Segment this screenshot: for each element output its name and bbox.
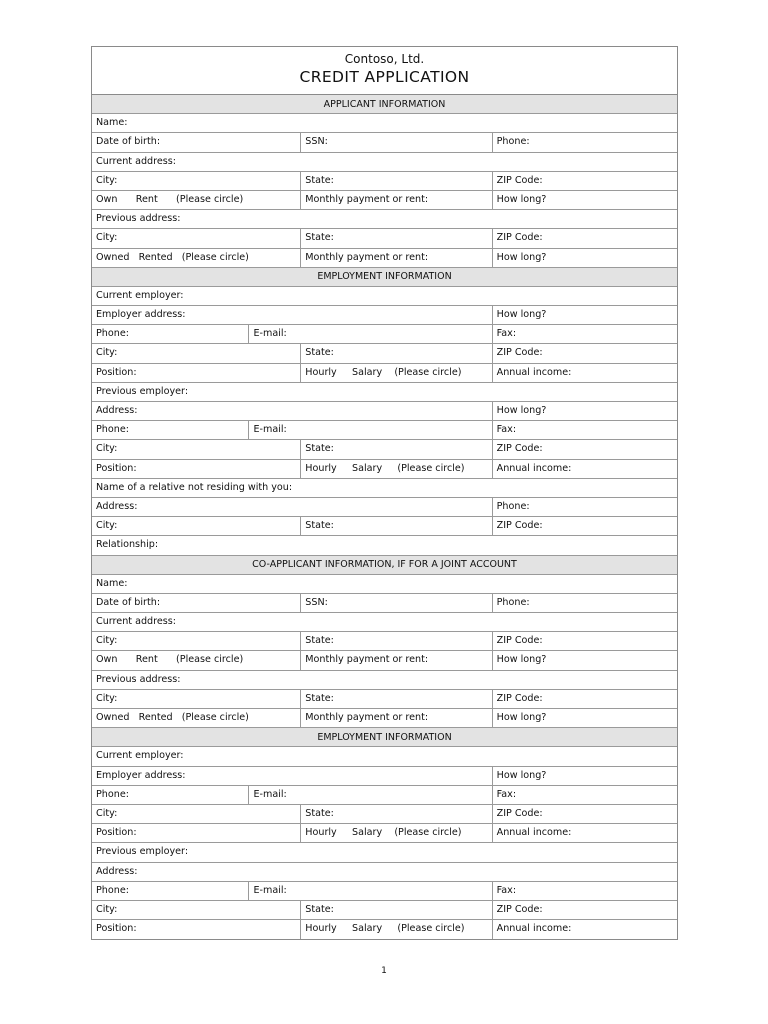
field-cell[interactable]: Phone: [492, 594, 677, 612]
field-cell[interactable]: State: [300, 805, 491, 823]
field-cell[interactable]: Annual income: [492, 824, 677, 842]
field-cell[interactable]: How long? [492, 402, 677, 420]
field-cell[interactable]: Previous employer: [96, 846, 189, 858]
form-title: CREDIT APPLICATION [299, 68, 470, 86]
form-row [92, 172, 677, 191]
form-row [92, 882, 677, 901]
field-cell[interactable]: Employer address: [96, 309, 186, 321]
field-cell[interactable]: Monthly payment or rent: [300, 191, 491, 209]
form-row [92, 824, 677, 843]
form-row [92, 613, 677, 632]
form-row [92, 690, 677, 709]
credit-application-form [91, 46, 678, 940]
form-row [92, 249, 677, 268]
field-cell[interactable]: Annual income: [492, 364, 677, 382]
field-cell[interactable]: State: [300, 344, 491, 362]
field-cell[interactable]: Position: [96, 366, 137, 378]
field-cell[interactable]: Name of a relative not residing with you: [96, 481, 293, 493]
form-row [92, 709, 677, 728]
field-cell[interactable]: How long? [492, 767, 677, 785]
field-cell[interactable]: How long? [492, 306, 677, 324]
field-cell[interactable]: Annual income: [492, 460, 677, 478]
field-cell[interactable]: Relationship: [96, 539, 159, 551]
form-row [92, 863, 677, 882]
form-row [92, 594, 677, 613]
field-cell[interactable]: ZIP Code: [492, 440, 677, 458]
form-row [92, 114, 677, 133]
form-row [92, 325, 677, 344]
form-row [92, 805, 677, 824]
section-header: EMPLOYMENT INFORMATION [92, 268, 677, 287]
field-cell[interactable]: State: [300, 690, 491, 708]
field-cell[interactable]: E-mail: [248, 421, 491, 439]
field-cell[interactable]: Date of birth: [96, 596, 161, 608]
field-cell[interactable]: Hourly Salary (Please circle) [300, 364, 491, 382]
field-cell[interactable]: Date of birth: [96, 136, 161, 148]
form-row [92, 901, 677, 920]
field-cell[interactable]: Current address: [96, 155, 177, 167]
field-cell[interactable]: ZIP Code: [492, 805, 677, 823]
field-cell[interactable]: E-mail: [248, 882, 491, 900]
field-cell[interactable]: Monthly payment or rent: [300, 249, 491, 267]
form-row [92, 229, 677, 248]
field-cell[interactable]: Address: [96, 405, 138, 416]
form-row [92, 767, 677, 786]
field-cell[interactable]: Position: [96, 923, 137, 935]
field-cell[interactable]: Fax: [492, 325, 677, 343]
field-cell[interactable]: SSN: [300, 594, 491, 612]
field-cell[interactable]: How long? [492, 651, 677, 669]
field-cell[interactable]: Address: [96, 865, 138, 877]
field-cell[interactable]: Phone: [96, 328, 129, 340]
field-cell[interactable]: Owned Rented (Please circle) [96, 251, 249, 263]
field-cell[interactable]: ZIP Code: [492, 344, 677, 362]
field-cell[interactable]: How long? [492, 249, 677, 267]
field-cell[interactable]: Monthly payment or rent: [300, 651, 491, 669]
page-number: 1 [381, 966, 387, 976]
form-row [92, 517, 677, 536]
form-header [92, 47, 677, 95]
field-cell[interactable]: City: [96, 807, 118, 819]
field-cell[interactable]: Position: [96, 462, 137, 474]
field-cell[interactable]: Own Rent (Please circle) [96, 654, 244, 666]
field-cell[interactable]: Previous employer: [96, 385, 189, 397]
field-cell[interactable]: Current employer: [96, 750, 184, 762]
form-row [92, 364, 677, 383]
field-cell[interactable]: How long? [492, 709, 677, 727]
field-cell[interactable]: Phone: [96, 788, 129, 800]
form-row [92, 843, 677, 862]
field-cell[interactable]: Phone: [96, 424, 129, 436]
field-cell[interactable]: Monthly payment or rent: [300, 709, 491, 727]
field-cell[interactable]: Name: [96, 117, 128, 129]
form-row [92, 498, 677, 517]
field-cell[interactable]: SSN: [300, 133, 491, 151]
field-cell[interactable]: Name: [96, 577, 128, 589]
form-row [92, 421, 677, 440]
form-row [92, 479, 677, 498]
field-cell[interactable]: ZIP Code: [492, 229, 677, 247]
field-cell[interactable]: City: [96, 174, 118, 186]
form-row [92, 651, 677, 670]
field-cell[interactable]: Hourly Salary (Please circle) [300, 920, 491, 939]
form-row [92, 191, 677, 210]
field-cell[interactable]: Previous address: [96, 673, 181, 685]
field-cell[interactable]: City: [96, 347, 118, 359]
form-row [92, 153, 677, 172]
form-row [92, 536, 677, 555]
field-cell[interactable]: Annual income: [492, 920, 677, 939]
field-cell[interactable]: City: [96, 635, 118, 647]
field-cell[interactable]: Phone: [96, 884, 129, 896]
field-cell[interactable]: City: [96, 903, 118, 915]
field-cell[interactable]: Owned Rented (Please circle) [96, 712, 249, 723]
field-cell[interactable]: ZIP Code: [492, 901, 677, 919]
section-header: APPLICANT INFORMATION [92, 95, 677, 114]
form-row [92, 632, 677, 651]
field-cell[interactable]: ZIP Code: [492, 632, 677, 650]
field-cell[interactable]: E-mail: [248, 325, 491, 343]
field-cell[interactable]: Fax: [492, 786, 677, 804]
field-cell[interactable]: State: [300, 172, 491, 190]
form-row [92, 210, 677, 229]
form-row [92, 344, 677, 363]
field-cell[interactable]: ZIP Code: [492, 690, 677, 708]
form-row [92, 747, 677, 766]
form-row [92, 306, 677, 325]
field-cell[interactable]: ZIP Code: [492, 172, 677, 190]
field-cell[interactable]: State: [300, 901, 491, 919]
field-cell[interactable]: City: [96, 232, 118, 244]
field-cell[interactable]: Position: [96, 827, 137, 839]
field-cell[interactable]: Employer address: [96, 769, 186, 781]
field-cell[interactable]: How long? [492, 191, 677, 209]
field-cell[interactable]: ZIP Code: [492, 517, 677, 535]
field-cell[interactable]: State: [300, 517, 491, 535]
field-cell[interactable]: Own Rent (Please circle) [96, 193, 244, 205]
form-row [92, 287, 677, 306]
field-cell[interactable]: City: [96, 692, 118, 704]
section-header: CO-APPLICANT INFORMATION, IF FOR A JOINT ACCOUNT [92, 556, 677, 575]
field-cell[interactable]: State: [300, 440, 491, 458]
field-cell[interactable]: Current employer: [96, 289, 184, 301]
field-cell[interactable]: Previous address: [96, 213, 181, 225]
field-cell[interactable]: Fax: [492, 882, 677, 900]
section-header: EMPLOYMENT INFORMATION [92, 728, 677, 747]
field-cell[interactable]: Address: [96, 500, 138, 512]
form-row [92, 786, 677, 805]
form-row [92, 402, 677, 421]
company-name: Contoso, Ltd. [344, 52, 425, 66]
field-cell[interactable]: City: [96, 520, 118, 532]
field-cell[interactable]: Hourly Salary (Please circle) [300, 460, 491, 478]
field-cell[interactable]: Phone: [492, 133, 677, 151]
form-rows [92, 95, 677, 939]
field-cell[interactable]: City: [96, 443, 118, 455]
form-row [92, 671, 677, 690]
form-row [92, 383, 677, 402]
form-row [92, 575, 677, 594]
field-cell[interactable]: Current address: [96, 616, 177, 628]
form-row [92, 920, 677, 939]
field-cell[interactable]: Fax: [492, 421, 677, 439]
field-cell[interactable]: State: [300, 229, 491, 247]
form-row [92, 440, 677, 459]
field-cell[interactable]: Hourly Salary (Please circle) [300, 824, 491, 842]
field-cell[interactable]: Phone: [492, 498, 677, 516]
form-row [92, 460, 677, 479]
form-row [92, 133, 677, 152]
field-cell[interactable]: State: [300, 632, 491, 650]
field-cell[interactable]: E-mail: [248, 786, 491, 804]
